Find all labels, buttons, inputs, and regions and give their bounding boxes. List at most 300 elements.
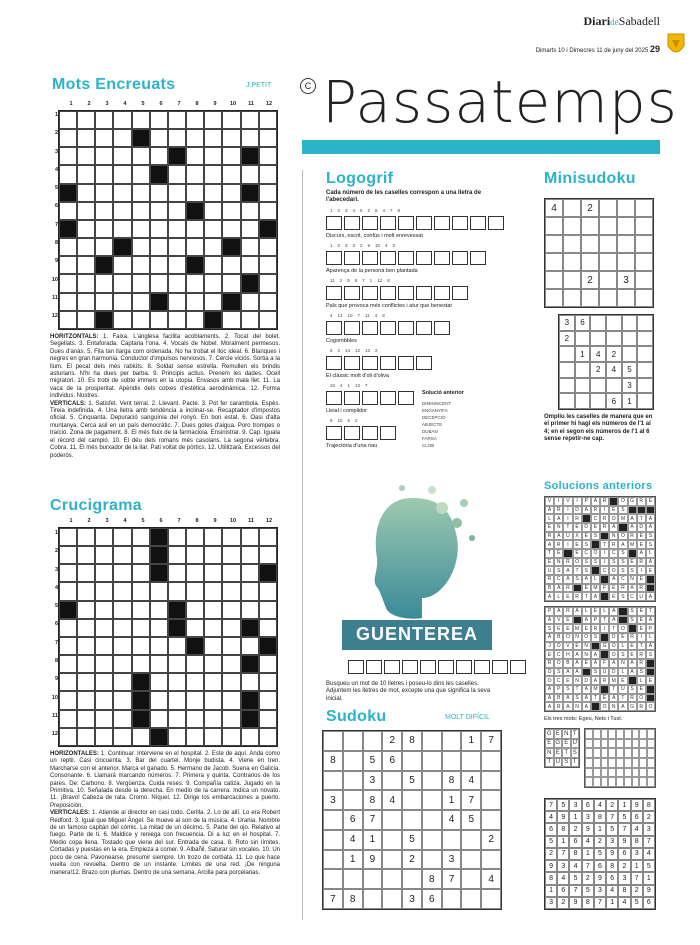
crossword-cell[interactable] (168, 564, 186, 582)
crossword-cell[interactable] (113, 165, 131, 183)
crossword-cell[interactable] (132, 673, 150, 691)
sudoku-cell[interactable] (563, 289, 581, 307)
crossword-cell[interactable] (150, 129, 168, 147)
sudoku-cell[interactable] (382, 869, 402, 889)
crossword-cell[interactable] (113, 728, 131, 746)
crossword-cell[interactable] (259, 129, 277, 147)
sudoku-cell[interactable]: 6 (594, 860, 606, 872)
crossword-cell[interactable] (95, 728, 113, 746)
crossword-cell[interactable] (186, 655, 204, 673)
sudoku-cell[interactable] (422, 771, 442, 791)
crossword-cell[interactable] (241, 728, 259, 746)
crossword-cell[interactable] (132, 691, 150, 709)
crossword-cell[interactable] (113, 601, 131, 619)
crossword-cell[interactable] (77, 582, 95, 600)
crossword-cell[interactable] (186, 637, 204, 655)
sudoku-cell[interactable]: 1 (643, 872, 655, 884)
crossword-cell[interactable] (59, 619, 77, 637)
sudoku-cell[interactable] (637, 315, 653, 331)
sudoku-cell[interactable] (461, 850, 481, 870)
crossword-cell[interactable] (259, 601, 277, 619)
crossword-cell[interactable] (77, 165, 95, 183)
sudoku-cell[interactable]: 3 (363, 771, 383, 791)
crossword-cell[interactable] (259, 564, 277, 582)
crossword-cell[interactable] (113, 238, 131, 256)
crossword-cell[interactable] (241, 637, 259, 655)
sudoku-cell[interactable] (635, 271, 653, 289)
crossword-cell[interactable] (168, 111, 186, 129)
sudoku-cell[interactable]: 2 (606, 799, 618, 811)
crossword-cell[interactable] (150, 582, 168, 600)
crossword-cell[interactable] (241, 147, 259, 165)
crossword-cell[interactable] (95, 546, 113, 564)
sudoku-cell[interactable]: 4 (545, 811, 557, 823)
sudoku-cell[interactable]: 7 (631, 872, 643, 884)
crossword-cell[interactable] (95, 238, 113, 256)
crossword-cell[interactable] (204, 274, 222, 292)
crossword-cell[interactable] (113, 129, 131, 147)
sudoku-cell[interactable] (545, 289, 563, 307)
sudoku-cell[interactable] (422, 731, 442, 751)
crossword-cell[interactable] (113, 691, 131, 709)
crossword-cell[interactable] (95, 147, 113, 165)
crossword-cell[interactable] (95, 293, 113, 311)
sudoku-cell[interactable]: 1 (461, 731, 481, 751)
crossword-cell[interactable] (168, 129, 186, 147)
crossword-cell[interactable] (204, 582, 222, 600)
sudoku-cell[interactable]: 7 (618, 823, 630, 835)
crossword-cell[interactable] (59, 673, 77, 691)
sudoku-cell[interactable]: 4 (382, 790, 402, 810)
sudoku-cell[interactable]: 7 (545, 799, 557, 811)
sudoku-cell[interactable] (422, 810, 442, 830)
sudoku-cell[interactable] (637, 362, 653, 378)
crossword-cell[interactable] (222, 111, 240, 129)
sudoku-cell[interactable]: 1 (569, 811, 581, 823)
sudoku-cell[interactable] (323, 830, 343, 850)
crossword-cell[interactable] (241, 691, 259, 709)
crossword-cell[interactable] (150, 637, 168, 655)
sudoku-cell[interactable] (590, 378, 606, 394)
sudoku-cell[interactable] (323, 810, 343, 830)
logogrif-row-boxes[interactable] (326, 251, 488, 265)
sudoku-cell[interactable] (635, 217, 653, 235)
crossword-cell[interactable] (168, 546, 186, 564)
crossword-cell[interactable] (113, 311, 131, 329)
sudoku-cell[interactable] (343, 751, 363, 771)
crossword-cell[interactable] (132, 147, 150, 165)
sudoku-cell[interactable] (606, 331, 622, 347)
sudoku-cell[interactable] (442, 731, 462, 751)
logogrif-row-boxes[interactable] (326, 391, 416, 405)
sudoku-cell[interactable] (590, 393, 606, 409)
crossword-cell[interactable] (77, 728, 95, 746)
crossword-cell[interactable] (168, 528, 186, 546)
sudoku-cell[interactable] (575, 362, 591, 378)
crossword-cell[interactable] (150, 655, 168, 673)
logogrif-row-boxes[interactable] (326, 426, 398, 440)
sudoku-cell[interactable] (637, 331, 653, 347)
sudoku-cell[interactable]: 2 (581, 271, 599, 289)
sudoku-cell[interactable] (590, 331, 606, 347)
sudoku-cell[interactable]: 2 (545, 848, 557, 860)
crossword-cell[interactable] (204, 619, 222, 637)
sudoku-cell[interactable]: 6 (606, 393, 622, 409)
crossword-cell[interactable] (259, 655, 277, 673)
crossword-cell[interactable] (59, 238, 77, 256)
crossword-cell[interactable] (59, 582, 77, 600)
crossword-cell[interactable] (259, 147, 277, 165)
crossword-cell[interactable] (259, 256, 277, 274)
sudoku-cell[interactable] (622, 331, 638, 347)
crossword-cell[interactable] (59, 528, 77, 546)
crossword-cell[interactable] (132, 710, 150, 728)
crossword-cell[interactable] (204, 673, 222, 691)
crossword-cell[interactable] (186, 582, 204, 600)
sudoku-cell[interactable] (422, 850, 442, 870)
sudoku-cell[interactable]: 3 (559, 315, 575, 331)
crossword-cell[interactable] (150, 147, 168, 165)
crossword-cell[interactable] (259, 220, 277, 238)
crossword-cell[interactable] (168, 728, 186, 746)
crossword-cell[interactable] (132, 202, 150, 220)
sudoku-cell[interactable]: 2 (631, 885, 643, 897)
crossword-cell[interactable] (113, 111, 131, 129)
sudoku-cell[interactable]: 5 (402, 771, 422, 791)
sudoku-cell[interactable]: 1 (631, 860, 643, 872)
sudoku-cell[interactable] (382, 850, 402, 870)
sudoku-cell[interactable] (545, 253, 563, 271)
sudoku-cell[interactable]: 6 (557, 885, 569, 897)
sudoku-cell[interactable] (606, 315, 622, 331)
crossword-cell[interactable] (132, 546, 150, 564)
sudoku-cell[interactable]: 2 (643, 811, 655, 823)
sudoku-cell[interactable]: 5 (545, 836, 557, 848)
crossword-cell[interactable] (59, 129, 77, 147)
crossword-cell[interactable] (204, 564, 222, 582)
crossword-cell[interactable] (186, 220, 204, 238)
sudoku-cell[interactable]: 1 (343, 850, 363, 870)
crossword-cell[interactable] (113, 582, 131, 600)
crossword-cell[interactable] (204, 165, 222, 183)
crossword-cell[interactable] (222, 311, 240, 329)
sudoku-cell[interactable] (382, 889, 402, 909)
sudoku-cell[interactable] (563, 271, 581, 289)
crossword-cell[interactable] (132, 655, 150, 673)
sudoku-cell[interactable] (402, 790, 422, 810)
crossword-cell[interactable] (259, 165, 277, 183)
crossword-cell[interactable] (95, 691, 113, 709)
sudoku-cell[interactable] (422, 751, 442, 771)
sudoku-cell[interactable] (559, 378, 575, 394)
sudoku-cell[interactable]: 4 (343, 830, 363, 850)
crossword-cell[interactable] (204, 147, 222, 165)
crossword-cell[interactable] (168, 710, 186, 728)
crossword-cell[interactable] (186, 546, 204, 564)
crossword-cell[interactable] (222, 274, 240, 292)
sudoku-cell[interactable] (637, 346, 653, 362)
sudoku-cell[interactable] (581, 253, 599, 271)
crossword-cell[interactable] (59, 655, 77, 673)
sudoku-cell[interactable]: 8 (582, 897, 594, 909)
crossword-cell[interactable] (77, 256, 95, 274)
crossword-cell[interactable] (113, 293, 131, 311)
sudoku-cell[interactable] (363, 731, 383, 751)
crossword-cell[interactable] (259, 691, 277, 709)
sudoku-cell[interactable] (363, 889, 383, 909)
crossword-cell[interactable] (186, 184, 204, 202)
sudoku-cell[interactable]: 3 (545, 897, 557, 909)
crossword-cell[interactable] (259, 673, 277, 691)
sudoku-cell[interactable]: 2 (606, 346, 622, 362)
sudoku-cell[interactable]: 8 (422, 869, 442, 889)
logogrif-row-boxes[interactable] (326, 356, 434, 370)
sudoku-cell[interactable] (481, 790, 501, 810)
sudoku-cell[interactable]: 7 (481, 731, 501, 751)
crossword-cell[interactable] (132, 165, 150, 183)
crossword-cell[interactable] (259, 528, 277, 546)
crossword-cell[interactable] (204, 202, 222, 220)
crossword-cell[interactable] (113, 637, 131, 655)
crossword-cell[interactable] (241, 582, 259, 600)
sudoku-cell[interactable]: 4 (631, 823, 643, 835)
sudoku-cell[interactable]: 2 (402, 850, 422, 870)
sudoku-cell[interactable] (461, 830, 481, 850)
sudoku-cell[interactable] (635, 199, 653, 217)
crossword-cell[interactable] (168, 691, 186, 709)
crossword-cell[interactable] (222, 673, 240, 691)
sudoku-cell[interactable] (563, 217, 581, 235)
crossword-cell[interactable] (204, 528, 222, 546)
crossword-cell[interactable] (113, 147, 131, 165)
sudoku-cell[interactable] (461, 751, 481, 771)
crossword-cell[interactable] (113, 546, 131, 564)
crossword-cell[interactable] (150, 546, 168, 564)
sudoku-cell[interactable] (422, 790, 442, 810)
crossword-cell[interactable] (259, 728, 277, 746)
crossword-cell[interactable] (132, 256, 150, 274)
sudoku-cell[interactable]: 7 (606, 811, 618, 823)
sudoku-cell[interactable]: 1 (606, 897, 618, 909)
crossword-cell[interactable] (259, 184, 277, 202)
crossword-cell[interactable] (59, 274, 77, 292)
sudoku-cell[interactable]: 5 (557, 799, 569, 811)
sudoku-cell[interactable] (622, 315, 638, 331)
sudoku-cell[interactable]: 9 (631, 799, 643, 811)
crossword-cell[interactable] (241, 111, 259, 129)
crossword-cell[interactable] (168, 619, 186, 637)
crossword-cell[interactable] (222, 256, 240, 274)
crossword-cell[interactable] (59, 564, 77, 582)
sudoku-cell[interactable] (599, 289, 617, 307)
sudoku-cell[interactable]: 2 (559, 331, 575, 347)
sudoku-cell[interactable] (343, 731, 363, 751)
crossword-cell[interactable] (150, 111, 168, 129)
sudoku-cell[interactable]: 1 (545, 885, 557, 897)
sudoku-cell[interactable]: 8 (323, 751, 343, 771)
crossword-cell[interactable] (150, 710, 168, 728)
crossword-cell[interactable] (132, 129, 150, 147)
sudoku-cell[interactable]: 9 (557, 811, 569, 823)
crossword-cell[interactable] (95, 673, 113, 691)
sudoku-cell[interactable]: 8 (442, 771, 462, 791)
crossword-cell[interactable] (241, 564, 259, 582)
crossword-cell[interactable] (77, 238, 95, 256)
sudoku-cell[interactable]: 3 (557, 860, 569, 872)
sudoku-cell[interactable]: 3 (606, 836, 618, 848)
crossword-cell[interactable] (241, 184, 259, 202)
crossword-cell[interactable] (132, 637, 150, 655)
sudoku-cell[interactable]: 4 (606, 885, 618, 897)
crossword-cell[interactable] (204, 111, 222, 129)
crossword-cell[interactable] (241, 619, 259, 637)
sudoku-cell[interactable] (382, 830, 402, 850)
crossword-cell[interactable] (132, 111, 150, 129)
sudoku-cell[interactable] (422, 830, 442, 850)
crossword-cell[interactable] (59, 111, 77, 129)
sudoku-cell[interactable]: 7 (569, 885, 581, 897)
sudoku-cell[interactable]: 2 (581, 199, 599, 217)
crossword-cell[interactable] (95, 184, 113, 202)
sudoku-cell[interactable]: 5 (582, 885, 594, 897)
crossword-cell[interactable] (259, 111, 277, 129)
sudoku-cell[interactable]: 9 (363, 850, 383, 870)
crossword-cell[interactable] (259, 710, 277, 728)
sudoku-cell[interactable] (559, 362, 575, 378)
crossword-cell[interactable] (77, 129, 95, 147)
sudoku-cell[interactable]: 4 (606, 362, 622, 378)
crossword-cell[interactable] (77, 691, 95, 709)
crossword-cell[interactable] (113, 274, 131, 292)
sudoku-cell[interactable]: 3 (643, 823, 655, 835)
crossword-cell[interactable] (186, 238, 204, 256)
sudoku-cell[interactable]: 9 (594, 872, 606, 884)
sudoku-cell[interactable]: 3 (323, 790, 343, 810)
crossword-cell[interactable] (222, 147, 240, 165)
crossword-cell[interactable] (222, 691, 240, 709)
crossword-cell[interactable] (186, 710, 204, 728)
crossword-cell[interactable] (150, 601, 168, 619)
sudoku-cell[interactable] (563, 235, 581, 253)
sudoku-cell[interactable] (635, 235, 653, 253)
sudoku-cell[interactable] (402, 869, 422, 889)
sudoku-cell[interactable]: 6 (343, 810, 363, 830)
sudoku-cell[interactable]: 1 (618, 799, 630, 811)
sudoku-cell[interactable] (323, 731, 343, 751)
crossword-cell[interactable] (204, 655, 222, 673)
sudoku-cell[interactable]: 4 (481, 869, 501, 889)
crossword-cell[interactable] (132, 582, 150, 600)
sudoku-cell[interactable]: 4 (590, 346, 606, 362)
crossword-cell[interactable] (186, 202, 204, 220)
sudoku-cell[interactable]: 3 (442, 850, 462, 870)
sudoku-cell[interactable]: 7 (643, 836, 655, 848)
sudoku-cell[interactable]: 4 (618, 897, 630, 909)
sudoku-cell[interactable]: 2 (582, 872, 594, 884)
sudoku-cell[interactable]: 1 (582, 848, 594, 860)
crossword-cell[interactable] (168, 274, 186, 292)
crossword-cell[interactable] (77, 710, 95, 728)
crossword-cell[interactable] (241, 165, 259, 183)
crossword-cell[interactable] (113, 655, 131, 673)
sudoku-cell[interactable]: 6 (631, 811, 643, 823)
sudoku-cell[interactable]: 8 (631, 836, 643, 848)
sudoku-cell[interactable]: 2 (557, 897, 569, 909)
crossword-cell[interactable] (186, 673, 204, 691)
crossword-cell[interactable] (132, 728, 150, 746)
sudoku-cell[interactable] (637, 378, 653, 394)
crossword-cell[interactable] (113, 184, 131, 202)
crossword-cell[interactable] (59, 147, 77, 165)
crossword-cell[interactable] (132, 528, 150, 546)
sudoku-cell[interactable] (599, 235, 617, 253)
sudoku-cell[interactable] (461, 869, 481, 889)
sudoku-cell[interactable]: 9 (618, 836, 630, 848)
crossword-cell[interactable] (241, 655, 259, 673)
crossword-cell[interactable] (186, 691, 204, 709)
crossword-cell[interactable] (132, 220, 150, 238)
crossword-cell[interactable] (259, 238, 277, 256)
crossword-cell[interactable] (241, 238, 259, 256)
crossword-cell[interactable] (59, 202, 77, 220)
crossword-cell[interactable] (222, 165, 240, 183)
crossword-cell[interactable] (77, 528, 95, 546)
sudoku-cell[interactable]: 9 (643, 885, 655, 897)
sudoku-cell[interactable]: 2 (618, 860, 630, 872)
crossword-cell[interactable] (59, 710, 77, 728)
crossword-cell[interactable] (150, 238, 168, 256)
sudoku-cell[interactable] (461, 889, 481, 909)
sudoku-cell[interactable]: 6 (643, 897, 655, 909)
crossword-cell[interactable] (186, 601, 204, 619)
sudoku-cell[interactable]: 7 (363, 810, 383, 830)
sudoku-cell[interactable] (575, 331, 591, 347)
sudoku-cell[interactable]: 4 (569, 860, 581, 872)
sudoku-cell[interactable]: 8 (557, 823, 569, 835)
crossword-cell[interactable] (95, 601, 113, 619)
crossword-cell[interactable] (222, 655, 240, 673)
sudoku-cell[interactable] (581, 289, 599, 307)
crossword-cell[interactable] (241, 220, 259, 238)
sudoku-cell[interactable]: 9 (582, 823, 594, 835)
crossword-cell[interactable] (204, 710, 222, 728)
crossword-cell[interactable] (222, 293, 240, 311)
crossword-cell[interactable] (186, 528, 204, 546)
sudoku-cell[interactable]: 6 (422, 889, 442, 909)
crossword-cell[interactable] (222, 564, 240, 582)
crossword-cell[interactable] (150, 220, 168, 238)
crossword-cell[interactable] (150, 256, 168, 274)
crossword-cell[interactable] (150, 293, 168, 311)
crossword-cell[interactable] (95, 564, 113, 582)
sudoku-cell[interactable]: 2 (382, 731, 402, 751)
crossword-cell[interactable] (59, 546, 77, 564)
sudoku-cell[interactable] (635, 289, 653, 307)
sudoku-cell[interactable] (382, 810, 402, 830)
sudoku-cell[interactable] (481, 810, 501, 830)
sudoku-cell[interactable]: 5 (631, 897, 643, 909)
sudoku-cell[interactable]: 5 (618, 811, 630, 823)
crossword-cell[interactable] (95, 710, 113, 728)
crossword-cell[interactable] (150, 311, 168, 329)
sudoku-cell[interactable]: 3 (402, 889, 422, 909)
sudoku-cell[interactable]: 1 (363, 830, 383, 850)
sudoku-cell[interactable] (599, 199, 617, 217)
crossword-cell[interactable] (168, 220, 186, 238)
crossword-cell[interactable] (77, 111, 95, 129)
crossword-cell[interactable] (95, 202, 113, 220)
sudoku-cell[interactable]: 5 (402, 830, 422, 850)
